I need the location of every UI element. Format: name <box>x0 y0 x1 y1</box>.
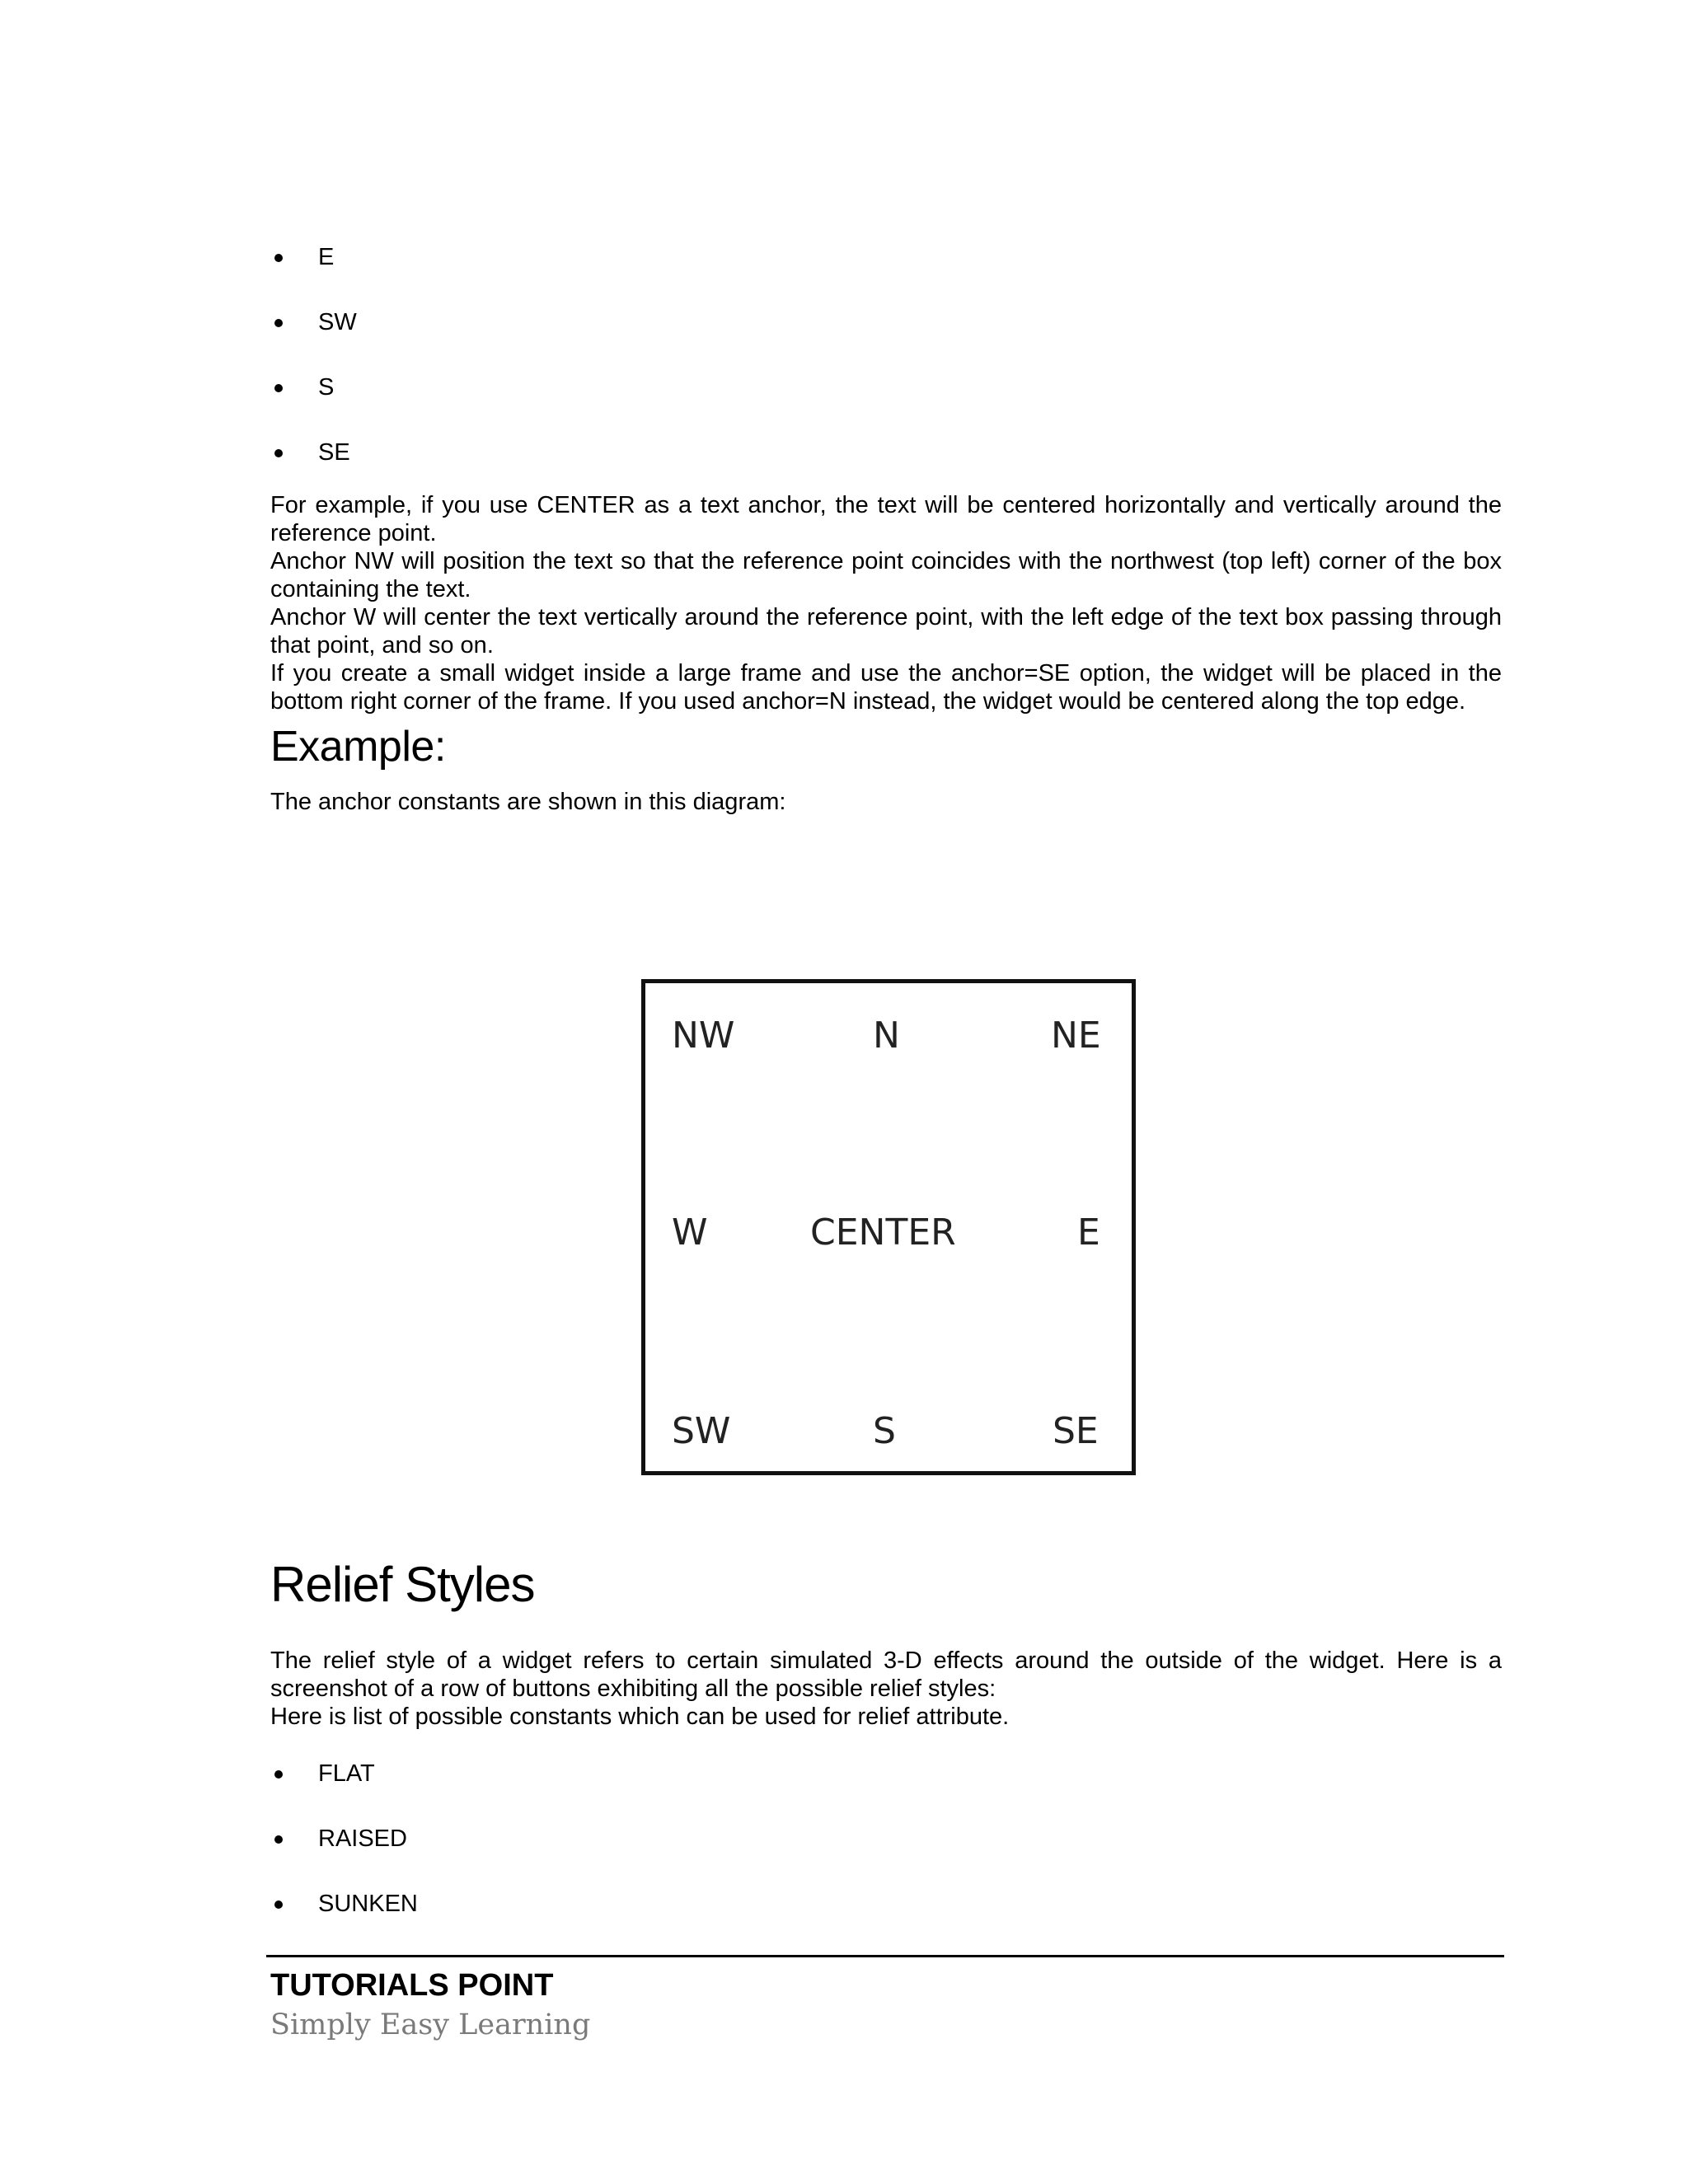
bullet-icon <box>274 254 283 262</box>
label-nw: NW <box>672 1015 735 1057</box>
bullet-icon <box>274 449 283 457</box>
list-item <box>270 1760 1502 1788</box>
relief-constants-intro: Here is list of possible constants which can be used for relief attribute. <box>270 1704 1010 1730</box>
bullet-icon <box>274 1900 283 1909</box>
example-intro: The anchor constants are shown in this diagram: <box>270 789 786 815</box>
bullet-icon <box>274 1770 283 1779</box>
label-w: W <box>672 1212 708 1254</box>
list-item <box>270 308 1502 336</box>
paragraph-center-anchor: For example, if you use CENTER as a text anchor, the text will be centered horizontally and vertically around the reference point. <box>270 492 1502 546</box>
paragraph-nw-anchor: Anchor NW will position the text so that the reference point coincides with the northwest (top left) corner of the box containing the text. <box>270 548 1502 602</box>
label-sw: SW <box>672 1410 731 1452</box>
example-heading: Example: <box>270 723 446 771</box>
label-se: SE <box>1053 1410 1099 1452</box>
list-item-text: SUNKEN <box>318 1891 418 1917</box>
relief-constant-list <box>270 1760 1502 1918</box>
anchor-diagram <box>641 979 1136 1475</box>
paragraph-w-anchor: Anchor W will center the text vertically around the reference point, with the left edge of the text box passing through that point, and so on. <box>270 604 1502 658</box>
bullet-icon <box>274 384 283 392</box>
list-item-text: FLAT <box>318 1760 375 1787</box>
label-ne: NE <box>1051 1015 1101 1057</box>
list-item-text: E <box>318 244 335 270</box>
list-item <box>270 373 1502 401</box>
bullet-icon <box>274 319 283 327</box>
list-item <box>270 438 1502 466</box>
list-item-text: SE <box>318 439 350 466</box>
footer-divider <box>266 1955 1504 1957</box>
list-item <box>270 1825 1502 1853</box>
label-e: E <box>1077 1212 1100 1254</box>
footer-tagline: Simply Easy Learning <box>270 2008 591 2041</box>
paragraph-se-anchor: If you create a small widget inside a large frame and use the anchor=SE option, the widget will be placed in the bottom right corner of the frame. If you used anchor=N instead, the widget would be centered along the top edge. <box>270 660 1502 715</box>
footer-brand: TUTORIALS POINT <box>270 1968 554 2003</box>
relief-styles-heading: Relief Styles <box>270 1557 535 1612</box>
anchor-constant-list <box>270 243 1502 466</box>
list-item <box>270 243 1502 271</box>
page-content <box>270 243 1502 816</box>
bullet-icon <box>274 1835 283 1844</box>
relief-description: The relief style of a widget refers to certain simulated 3-D effects around the outside of the widget. Here is a screenshot of a row of buttons exhibiting all the possible relief styles: <box>270 1647 1502 1702</box>
label-center: CENTER <box>810 1212 956 1254</box>
label-s: S <box>873 1410 896 1452</box>
list-item-text: S <box>318 374 335 401</box>
list-item-text: SW <box>318 309 357 335</box>
relief-section <box>270 1556 1502 1918</box>
list-item <box>270 1890 1502 1918</box>
label-n: N <box>873 1015 900 1057</box>
list-item-text: RAISED <box>318 1825 407 1852</box>
